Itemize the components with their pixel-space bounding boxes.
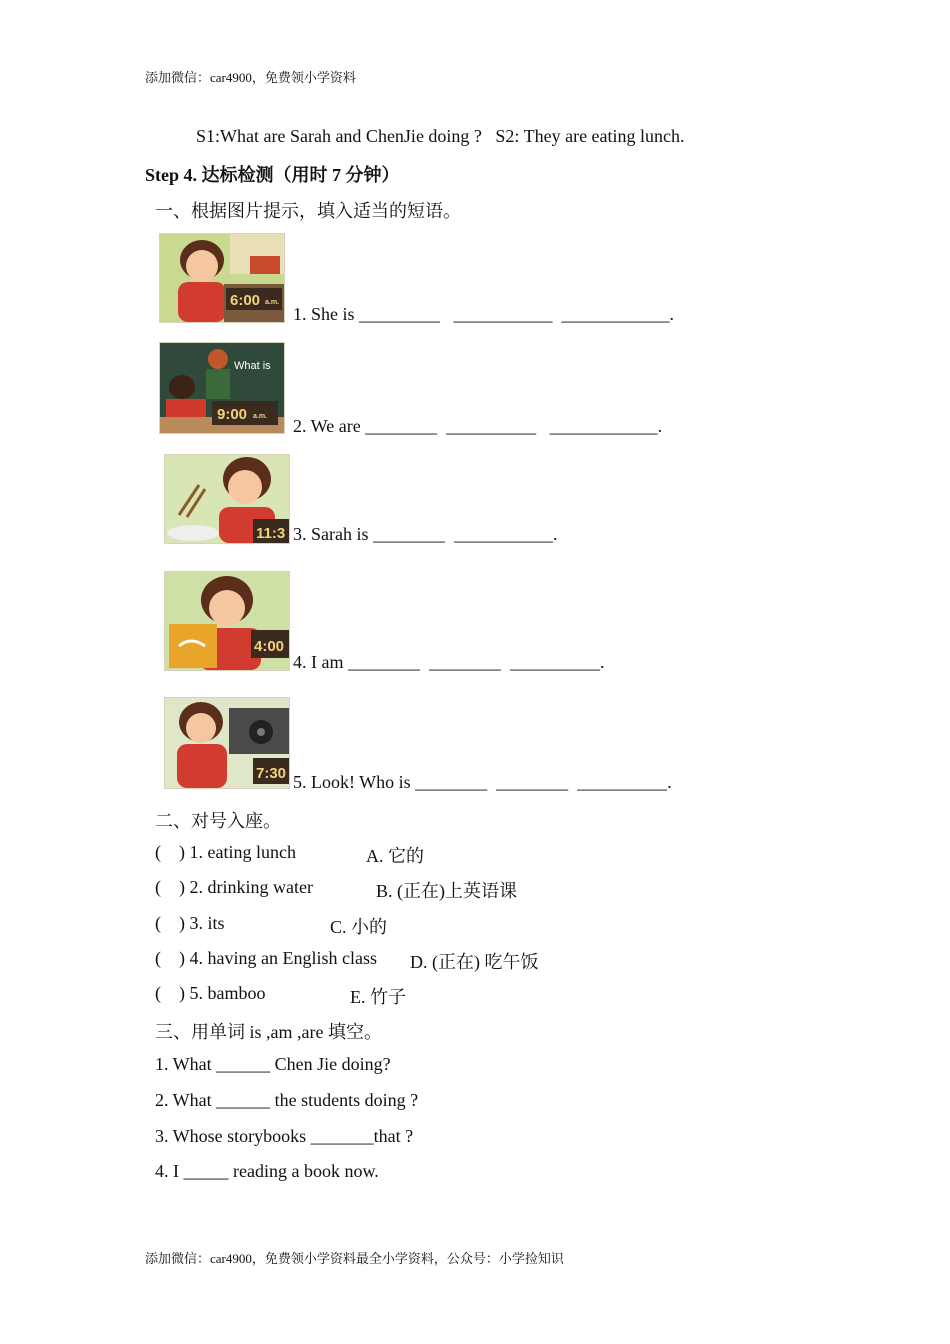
clock-label: 4:00 (254, 638, 285, 655)
clock-label: 9:00 (217, 406, 248, 423)
blackboard-text: What is (234, 360, 271, 372)
picture-girl-listening (164, 697, 290, 789)
match-left-3: ( ) 3. its (155, 913, 225, 933)
fill-item-1: 1. What ______ Chen Jie doing? (155, 1054, 391, 1074)
match-right-2: B. (正在)上英语课 (376, 881, 517, 901)
fill-item-2: 2. What ______ the students doing ? (155, 1090, 419, 1110)
match-right-1: A. 它的 (366, 846, 424, 866)
clock-label: 6:00 (230, 292, 261, 309)
match-right-5: E. 竹子 (350, 987, 406, 1007)
page-header: 添加微信：car4900，免费领小学资料 (145, 70, 356, 85)
picture-girl-waking (159, 233, 285, 323)
fill-item-3: 3. Whose storybooks _______that ? (155, 1126, 414, 1146)
section1-title: 一、根据图片提示，填入适当的短语。 (155, 201, 461, 221)
match-left-1: ( ) 1. eating lunch (155, 842, 296, 862)
step-title: Step 4. 达标检测（用时 7 分钟） (145, 165, 400, 185)
match-right-4: D. (正在) 吃午饭 (410, 952, 539, 972)
match-right-3: C. 小的 (330, 917, 388, 937)
page-footer: 添加微信：car4900，免费领小学资料最全小学资料，公众号：小学捡知识 (145, 1251, 564, 1266)
exercise1-item-1: 1. She is _________ ___________ ____________. (293, 304, 675, 324)
section2-title: 二、对号入座。 (155, 811, 281, 831)
dialogue-line: S1:What are Sarah and ChenJie doing ? S2: They are eating lunch. (196, 126, 685, 146)
match-left-4: ( ) 4. having an English class (155, 948, 377, 968)
picture-english-class (159, 342, 285, 434)
clock-label: 7:30 (256, 765, 287, 782)
clock-suffix: a.m. (265, 299, 280, 306)
fill-item-4: 4. I _____ reading a book now. (155, 1161, 379, 1181)
clock-label: 11:3 (256, 525, 286, 542)
picture-girl-reading (164, 571, 290, 671)
exercise1-item-2: 2. We are ________ __________ ____________. (293, 416, 663, 436)
exercise1-item-5: 5. Look! Who is ________ ________ __________. (293, 772, 672, 792)
exercise1-item-3: 3. Sarah is ________ ___________. (293, 524, 558, 544)
section3-title: 三、用单词 is ,am ,are 填空。 (155, 1022, 382, 1042)
exercise1-item-4: 4. I am ________ ________ __________. (293, 652, 605, 672)
match-left-5: ( ) 5. bamboo (155, 983, 266, 1003)
clock-suffix: a.m. (253, 413, 268, 420)
match-left-2: ( ) 2. drinking water (155, 877, 313, 897)
picture-girl-eating (164, 454, 290, 544)
